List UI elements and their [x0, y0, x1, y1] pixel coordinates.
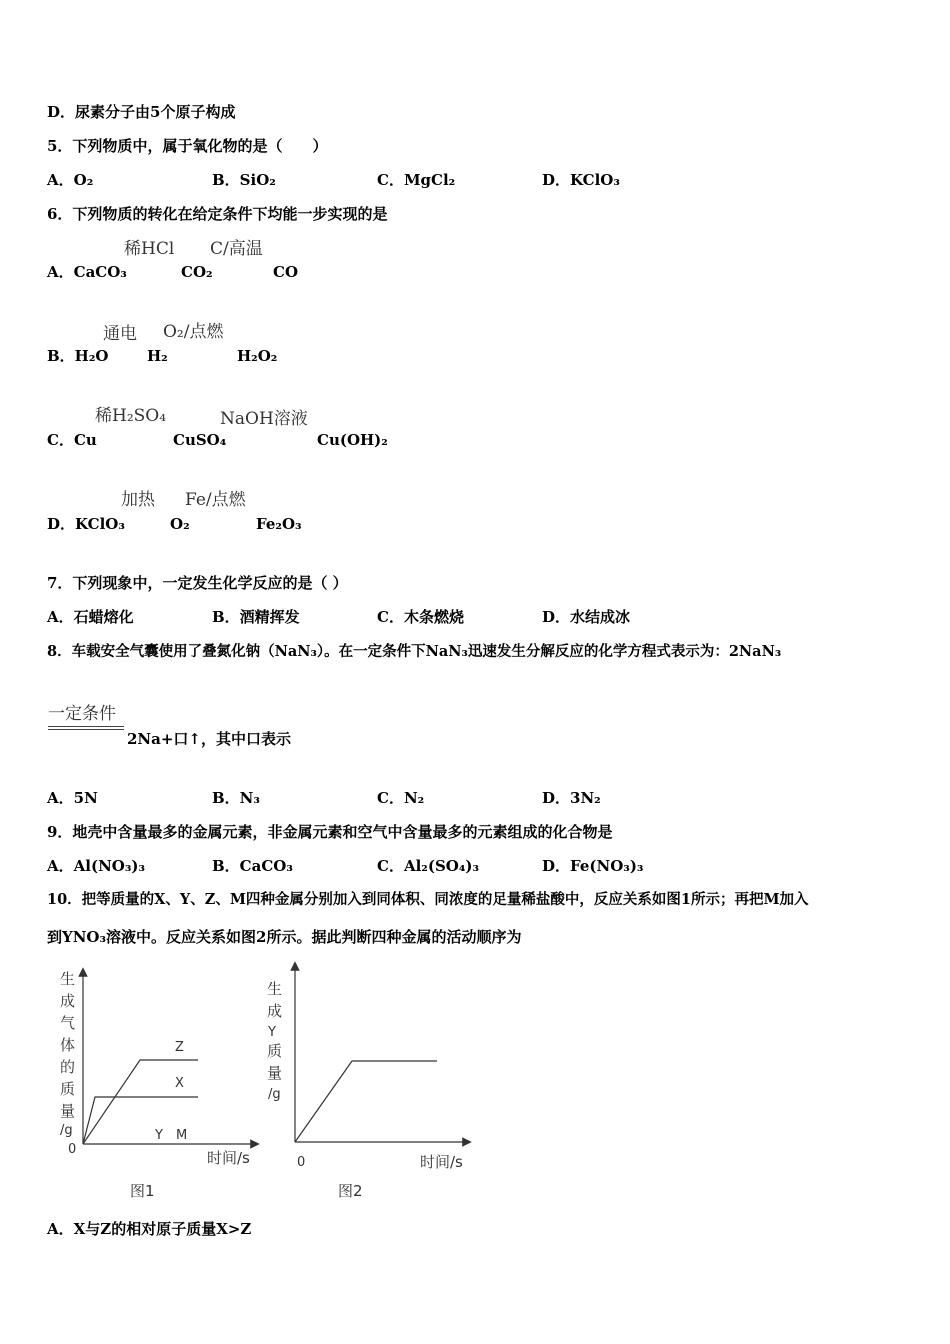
q8-option-a: A．5N [47, 789, 98, 807]
q8-condition: 一定条件 [48, 704, 116, 724]
q7-option-d: D．水结成冰 [542, 608, 631, 626]
fig1-ylabel-3: 体 [60, 1036, 76, 1054]
q7-option-a: A．石蜡熔化 [47, 608, 134, 626]
fig2-curve [295, 1061, 437, 1142]
q6-c-condition-1: 稀H₂SO₄ [95, 406, 167, 426]
q6-option-d-end: Fe₂O₃ [256, 515, 302, 533]
q9-option-c: C．Al₂(SO₄)₃ [377, 857, 480, 875]
q6-option-a-end: CO [273, 263, 299, 281]
fig1-ylabel-1: 成 [60, 992, 76, 1010]
q6-option-b-label: B．H₂O [47, 347, 109, 365]
q5-option-d: D．KClO₃ [542, 171, 620, 189]
q6-option-c-mid: CuSO₄ [173, 431, 227, 449]
fig1-ylabel-6: 量 [60, 1102, 76, 1120]
fig1-origin: 0 [68, 1142, 77, 1157]
figure-1-graph [50, 960, 270, 1200]
q6-option-c-label: C．Cu [47, 431, 97, 449]
fig2-ylabel-4: 量 [267, 1064, 283, 1082]
q5-stem: 5．下列物质中，属于氧化物的是（ ） [47, 137, 328, 155]
q5-option-a: A．O₂ [47, 171, 94, 189]
q6-option-d-mid: O₂ [170, 515, 190, 533]
fig1-label-x: X [175, 1076, 184, 1091]
q7-option-c: C．木条燃烧 [377, 608, 464, 626]
q7-stem: 7．下列现象中，一定发生化学反应的是（ ） [47, 574, 348, 592]
fig2-ylabel-5: /g [268, 1087, 281, 1102]
q5-option-b: B．SiO₂ [212, 171, 276, 189]
q6-option-d-label: D．KClO₃ [47, 515, 125, 533]
fig2-caption: 图2 [338, 1182, 363, 1200]
q6-d-condition-1: 加热 [121, 490, 155, 510]
fig1-ylabel-0: 生 [60, 970, 76, 988]
fig1-label-ym: Y M [155, 1128, 188, 1143]
q8-option-b: B．N₃ [212, 789, 260, 807]
q8-condition-bar-2 [48, 729, 124, 730]
q10-option-a: A．X与Z的相对原子质量X>Z [47, 1220, 252, 1238]
q8-equation-rest: 2Na+口↑，其中口表示 [127, 730, 292, 748]
q6-option-a-mid: CO₂ [181, 263, 213, 281]
q6-stem: 6．下列物质的转化在给定条件下均能一步实现的是 [47, 205, 388, 223]
fig1-label-z: Z [175, 1040, 184, 1055]
fig2-ylabel-2: Y [268, 1025, 276, 1040]
q10-stem-line-2: 到YNO₃溶液中。反应关系如图2所示。据此判断四种金属的活动顺序为 [47, 928, 522, 946]
q8-stem: 8．车载安全气囊使用了叠氮化钠（NaN₃）。在一定条件下NaN₃迅速发生分解反应的化学方程式表示为：2NaN₃ [47, 643, 782, 660]
figure-2-graph [260, 960, 480, 1200]
q6-b-condition-2: O₂/点燃 [163, 322, 224, 342]
q8-option-c: C．N₂ [377, 789, 425, 807]
fig2-ylabel-1: 成 [267, 1002, 283, 1020]
q9-option-b: B．CaCO₃ [212, 857, 293, 875]
q7-option-b: B．酒精挥发 [212, 608, 300, 626]
q6-option-b-mid: H₂ [147, 347, 168, 365]
fig2-origin: 0 [297, 1155, 306, 1170]
fig1-y-label [60, 970, 75, 1138]
q6-a-condition-2: C/高温 [210, 239, 263, 259]
fig2-ylabel-3: 质 [267, 1042, 283, 1060]
fig1-ylabel-5: 质 [60, 1080, 76, 1098]
q6-option-a-label: A．CaCO₃ [47, 263, 127, 281]
fig2-y-label [267, 980, 282, 1102]
q10-stem-line-1: 10．把等质量的X、Y、Z、M四种金属分别加入到同体积、同浓度的足量稀盐酸中，反应关系如图1所示；再把M加入 [47, 891, 809, 908]
q9-stem: 9．地壳中含量最多的金属元素，非金属元素和空气中含量最多的元素组成的化合物是 [47, 823, 613, 841]
fig1-caption: 图1 [130, 1182, 155, 1200]
q6-c-condition-2: NaOH溶液 [220, 409, 308, 429]
q4-option-d: D．尿素分子由5个原子构成 [47, 103, 236, 121]
q6-d-condition-2: Fe/点燃 [185, 490, 246, 510]
q6-option-b-end: H₂O₂ [237, 347, 278, 365]
fig2-ylabel-0: 生 [267, 980, 283, 998]
q6-option-c-end: Cu(OH)₂ [317, 431, 388, 449]
fig1-ylabel-2: 气 [60, 1014, 76, 1032]
q5-option-c: C．MgCl₂ [377, 171, 456, 189]
q6-a-condition-1: 稀HCl [124, 239, 175, 259]
fig1-ylabel-4: 的 [60, 1058, 76, 1076]
q9-option-d: D．Fe(NO₃)₃ [542, 857, 644, 875]
fig1-x-label: 时间/s [207, 1149, 250, 1167]
fig1-ylabel-7: /g [60, 1123, 73, 1138]
fig2-x-label: 时间/s [420, 1153, 463, 1171]
q9-option-a: A．Al(NO₃)₃ [47, 857, 146, 875]
q6-b-condition-1: 通电 [103, 324, 137, 344]
q8-option-d: D．3N₂ [542, 789, 601, 807]
q8-condition-bar-1 [48, 726, 124, 727]
